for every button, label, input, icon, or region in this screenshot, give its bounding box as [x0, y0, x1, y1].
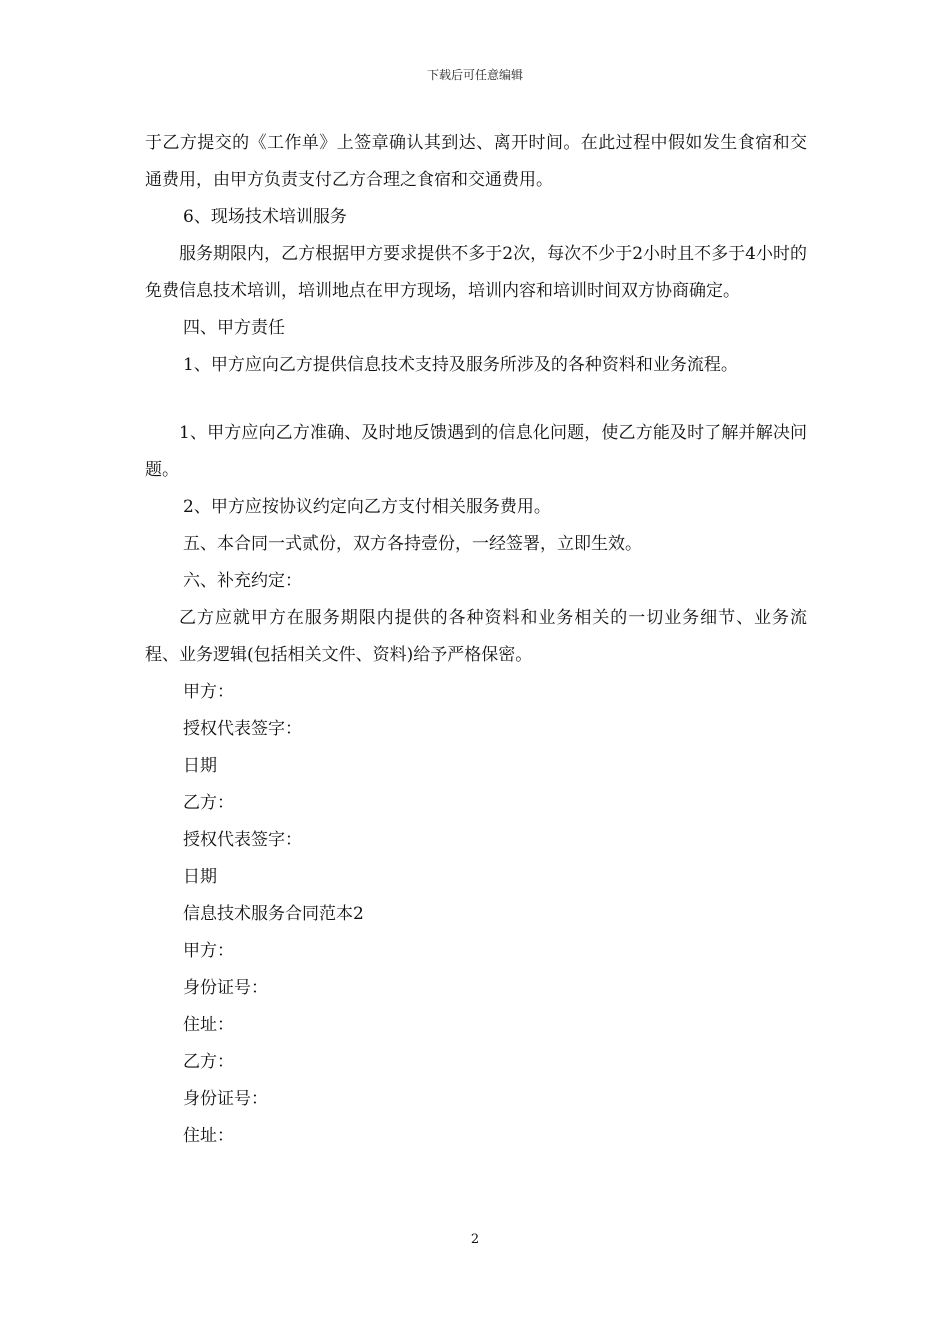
page-header: 下载后可任意编辑: [426, 68, 523, 82]
page-number: 2: [470, 1232, 480, 1247]
template-2-party-a-id: 身份证号：: [183, 978, 268, 998]
signature-party-b: 乙方：: [183, 793, 234, 813]
template-2-party-b-id: 身份证号：: [183, 1089, 268, 1109]
paragraph-training-terms: 服务期限内，乙方根据甲方要求提供不多于2次，每次不少于2小时且不多于4小时的免费信息技术培训，培训地点在甲方现场，培训内容和培训时间双方协商确定。: [145, 244, 807, 301]
heading-supplementary: 六、补充约定：: [183, 571, 302, 591]
signature-party-b-date: 日期: [183, 867, 217, 887]
signature-party-a: 甲方：: [183, 682, 234, 702]
document-body: [145, 125, 807, 1155]
template-2-party-a-address: 住址：: [183, 1015, 234, 1035]
signature-party-b-rep: 授权代表签字：: [183, 830, 302, 850]
paragraph-confidentiality: 乙方应就甲方在服务期限内提供的各种资料和业务相关的一切业务细节、业务流程、业务逻辑(包括相关文件、资料)给予严格保密。: [145, 608, 807, 665]
heading-party-a-duties: 四、甲方责任: [183, 318, 285, 338]
paragraph-duty-feedback: 1、甲方应向乙方准确、及时地反馈遇到的信息化问题，使乙方能及时了解并解决问题。: [145, 423, 807, 480]
heading-onsite-training: 6、现场技术培训服务: [183, 207, 347, 227]
template-2-party-a: 甲方：: [183, 941, 234, 961]
signature-party-a-date: 日期: [183, 756, 217, 776]
paragraph-copies: 五、本合同一式贰份，双方各持壹份，一经签署，立即生效。: [183, 534, 642, 554]
paragraph-work-order: 于乙方提交的《工作单》上签章确认其到达、离开时间。在此过程中假如发生食宿和交通费用，由甲方负责支付乙方合理之食宿和交通费用。: [145, 133, 807, 190]
signature-party-a-rep: 授权代表签字：: [183, 719, 302, 739]
paragraph-duty-2: 2、甲方应按协议约定向乙方支付相关服务费用。: [183, 497, 551, 517]
template-2-title: 信息技术服务合同范本2: [183, 904, 364, 924]
paragraph-duty-1: 1、甲方应向乙方提供信息技术支持及服务所涉及的各种资料和业务流程。: [183, 355, 738, 375]
template-2-party-b-address: 住址：: [183, 1126, 234, 1146]
spacer: [145, 384, 807, 415]
template-2-party-b: 乙方：: [183, 1052, 234, 1072]
